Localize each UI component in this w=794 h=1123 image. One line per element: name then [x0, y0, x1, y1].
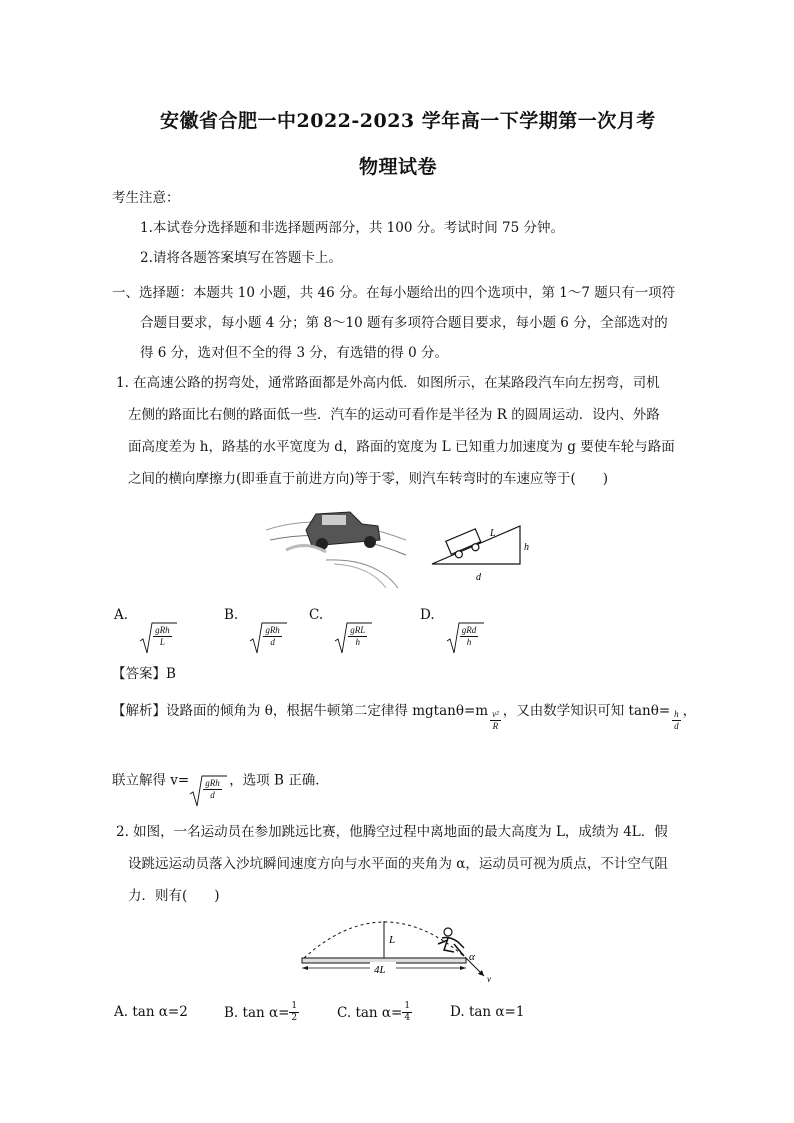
q1-analysis-frac1-num: v²: [492, 709, 499, 719]
incline-diagram: [428, 512, 538, 590]
incline-label-h: h: [524, 542, 529, 553]
q1-option-a-letter: A.: [114, 607, 129, 623]
jump-label-4L: 4L: [374, 964, 386, 976]
page-title: 安徽省合肥一中2022-2023 学年高一下学期第一次月考: [160, 110, 656, 132]
q1-solve-den: d: [210, 790, 215, 800]
q1-analysis: [112, 700, 697, 731]
q1-option-d-letter: D.: [420, 607, 435, 623]
q1-solve-part2: ，选项 B 正确．: [229, 772, 329, 789]
q1-text-line-3: 面高度差为 h，路基的水平宽度为 d，路面的宽度为 L 已知重力加速度为 g 要使车轮与路面: [128, 439, 675, 455]
q1-option-b-letter: B.: [224, 607, 239, 623]
q1-text-line-2: 左侧的路面比右侧的路面低一些．汽车的运动可看作是半径为 R 的圆周运动．设内、外路: [128, 407, 660, 423]
car-illustration: [266, 500, 410, 590]
q1-analysis-part2: ，又由数学知识可知 tanθ=: [502, 703, 671, 719]
jump-label-alpha: α: [469, 951, 475, 963]
jump-label-L: L: [389, 934, 396, 946]
q1-option-c-num: gRL: [350, 624, 366, 635]
q2-option-c[interactable]: [337, 1002, 412, 1025]
section-intro-line-3: 得 6 分，选对但不全的得 3 分，有选错的得 0 分。: [140, 345, 449, 361]
q1-text-line-4: 之间的横向摩擦力(即垂直于前进方向)等于零，则汽车转弯时的车速应等于( ): [128, 471, 609, 487]
section-intro-line-1: 一、选择题：本题共 10 小题，共 46 分。在每小题给出的四个选项中，第 1～7 题只有一项符: [112, 285, 676, 301]
q1-text-line-1: 1. 在高速公路的拐弯处，通常路面都是外高内低．如图所示，在某路段汽车向左拐弯，司机: [116, 375, 660, 391]
q2-option-c-den: 4: [404, 1013, 411, 1023]
long-jump-diagram: [298, 908, 508, 988]
q2-option-c-letter: C.: [337, 1005, 352, 1021]
q2-text-line-1: 2. 如图，一名运动员在参加跳远比赛，他腾空过程中离地面的最大高度为 L，成绩为 4L．假: [116, 824, 668, 840]
q2-option-b[interactable]: [224, 1002, 299, 1025]
q1-option-c-den: h: [355, 636, 360, 647]
q1-option-b-num: gRh: [265, 624, 280, 635]
jump-label-v: v: [487, 974, 491, 984]
q1-option-a-num: gRh: [155, 624, 170, 635]
q2-option-b-den: 2: [291, 1013, 298, 1023]
q1-analysis-frac1-den: R: [492, 721, 499, 731]
jumper-figure: [438, 928, 464, 956]
q1-analysis-label: 【解析】: [112, 703, 166, 719]
q1-option-b-den: d: [270, 636, 275, 647]
q1-solve: [112, 764, 329, 798]
q1-answer: 【答案】B: [112, 666, 176, 682]
q2-option-d-letter: D.: [450, 1004, 465, 1020]
q1-solve-part1: 联立解得 v=: [112, 772, 190, 789]
q2-option-a-letter: A.: [114, 1004, 129, 1020]
q2-option-a[interactable]: [114, 1002, 188, 1022]
incline-label-L: L: [490, 528, 496, 539]
q2-option-a-text: tan α=2: [132, 1004, 188, 1020]
q1-solve-sqrt: [189, 774, 227, 808]
q1-option-a-den: L: [159, 636, 165, 647]
q1-solve-num: gRh: [205, 778, 220, 788]
q2-text-line-3: 力．则有( ): [128, 888, 220, 904]
q2-option-b-text: tan α=: [242, 1005, 290, 1021]
section-intro-line-2: 合题目要求，每小题 4 分；第 8～10 题有多项符合题目要求，每小题 6 分，全部选对的: [140, 315, 668, 331]
q1-analysis-part3: ，: [682, 703, 697, 719]
q1-option-d-num: gRd: [461, 624, 477, 635]
q2-option-d-text: tan α=1: [468, 1004, 525, 1020]
notice-item-2: 2.请将各题答案填写在答题卡上。: [140, 250, 342, 266]
incline-label-d: d: [476, 572, 481, 583]
q1-option-a[interactable]: [114, 604, 170, 647]
notice-heading: 考生注意：: [112, 190, 180, 206]
page-subtitle: 物理试卷: [359, 156, 438, 178]
q2-text-line-2: 设跳远运动员落入沙坑瞬间速度方向与水平面的夹角为 α，运动员可视为质点，不计空气阻: [128, 856, 668, 872]
q1-option-d[interactable]: [420, 604, 477, 647]
q1-option-d-den: h: [466, 636, 472, 647]
q2-option-c-text: tan α=: [355, 1005, 403, 1021]
q1-option-b[interactable]: [224, 604, 280, 647]
q1-option-c-letter: C.: [309, 607, 324, 623]
q2-option-b-letter: B.: [224, 1005, 239, 1021]
q2-option-b-num: 1: [291, 1001, 298, 1011]
notice-item-1: 1.本试卷分选择题和非选择题两部分，共 100 分。考试时间 75 分钟。: [140, 220, 564, 236]
q1-analysis-frac2-den: d: [674, 721, 679, 731]
q1-analysis-frac2-num: h: [674, 709, 679, 719]
q2-option-c-num: 1: [404, 1001, 411, 1011]
q1-analysis-part1: 设路面的倾角为 θ，根据牛顿第二定律得 mgtanθ=m: [166, 703, 489, 719]
q1-option-c[interactable]: [309, 604, 366, 647]
q2-option-d[interactable]: [450, 1002, 524, 1022]
